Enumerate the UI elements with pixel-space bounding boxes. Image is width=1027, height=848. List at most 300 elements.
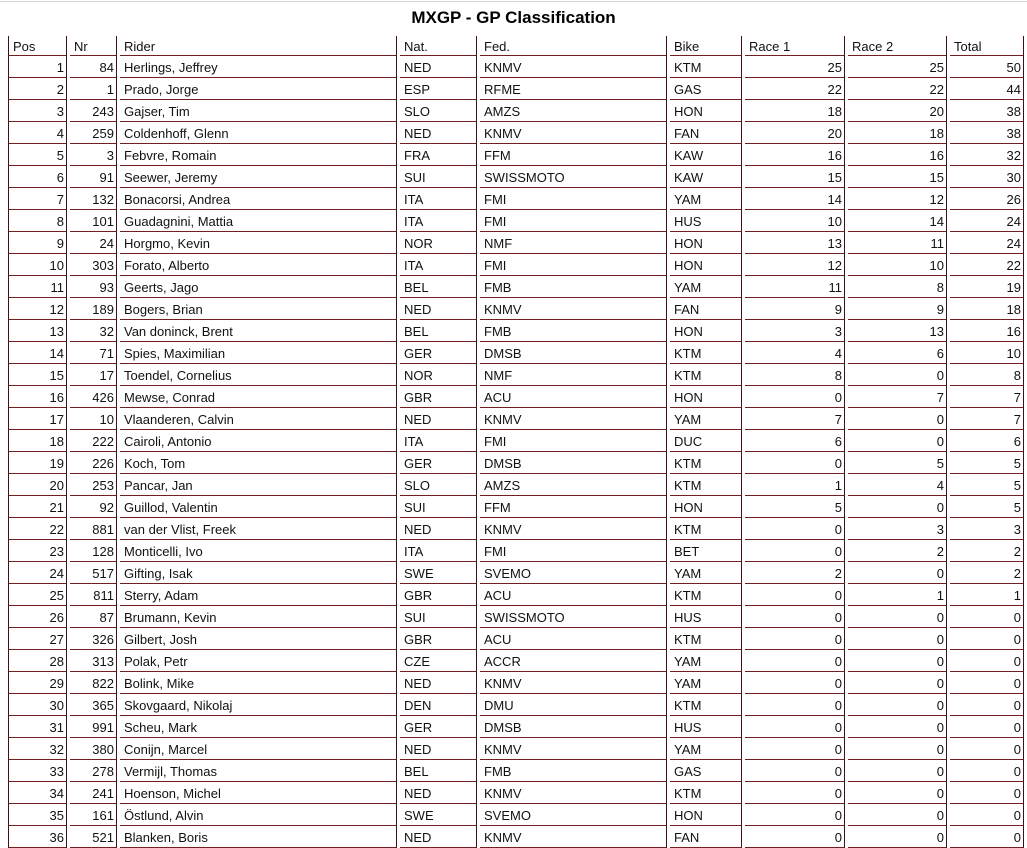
cell-pos: 6 (8, 166, 67, 188)
cell-pos: 32 (8, 738, 67, 760)
cell-nr: 10 (70, 408, 117, 430)
table-row (8, 628, 1027, 650)
header-cell-bike: Bike (670, 36, 742, 56)
cell-rider: Brumann, Kevin (120, 606, 397, 628)
table-row (8, 694, 1027, 716)
cell-total: 24 (950, 210, 1024, 232)
cell-nr: 91 (70, 166, 117, 188)
cell-rider: Gajser, Tim (120, 100, 397, 122)
cell-race2: 0 (848, 760, 947, 782)
cell-nr: 84 (70, 56, 117, 78)
cell-race1: 14 (745, 188, 845, 210)
cell-fed: RFME (480, 78, 667, 100)
cell-race2: 16 (848, 144, 947, 166)
cell-race2: 11 (848, 232, 947, 254)
cell-nat: NED (400, 518, 477, 540)
cell-pos: 10 (8, 254, 67, 276)
cell-race1: 22 (745, 78, 845, 100)
cell-rider: Febvre, Romain (120, 144, 397, 166)
cell-pos: 36 (8, 826, 67, 848)
table-row (8, 782, 1027, 804)
cell-bike: KTM (670, 584, 742, 606)
cell-pos: 21 (8, 496, 67, 518)
cell-race1: 0 (745, 760, 845, 782)
table-row (8, 738, 1027, 760)
cell-pos: 4 (8, 122, 67, 144)
cell-pos: 14 (8, 342, 67, 364)
cell-nr: 128 (70, 540, 117, 562)
cell-nat: GBR (400, 628, 477, 650)
cell-race1: 12 (745, 254, 845, 276)
cell-fed: FMI (480, 540, 667, 562)
cell-nr: 365 (70, 694, 117, 716)
cell-nr: 3 (70, 144, 117, 166)
header-cell-rider: Rider (120, 36, 397, 56)
cell-fed: AMZS (480, 474, 667, 496)
cell-nat: SUI (400, 166, 477, 188)
cell-rider: Koch, Tom (120, 452, 397, 474)
cell-fed: KNMV (480, 408, 667, 430)
cell-nr: 93 (70, 276, 117, 298)
table-row (8, 364, 1027, 386)
table-row (8, 276, 1027, 298)
cell-fed: KNMV (480, 782, 667, 804)
cell-nat: SUI (400, 606, 477, 628)
cell-race1: 2 (745, 562, 845, 584)
cell-total: 2 (950, 562, 1024, 584)
cell-race1: 3 (745, 320, 845, 342)
cell-pos: 13 (8, 320, 67, 342)
cell-rider: Vermijl, Thomas (120, 760, 397, 782)
cell-bike: FAN (670, 298, 742, 320)
cell-pos: 17 (8, 408, 67, 430)
cell-race1: 8 (745, 364, 845, 386)
table-row (8, 518, 1027, 540)
cell-nat: NOR (400, 364, 477, 386)
cell-pos: 34 (8, 782, 67, 804)
cell-total: 8 (950, 364, 1024, 386)
cell-race1: 13 (745, 232, 845, 254)
cell-pos: 15 (8, 364, 67, 386)
cell-rider: Bolink, Mike (120, 672, 397, 694)
cell-race2: 5 (848, 452, 947, 474)
cell-nat: ITA (400, 210, 477, 232)
cell-race2: 0 (848, 826, 947, 848)
cell-race2: 0 (848, 430, 947, 452)
cell-total: 44 (950, 78, 1024, 100)
cell-fed: SWISSMOTO (480, 606, 667, 628)
cell-race2: 22 (848, 78, 947, 100)
table-row (8, 540, 1027, 562)
page-title: MXGP - GP Classification (411, 8, 616, 27)
cell-total: 5 (950, 496, 1024, 518)
cell-rider: Bogers, Brian (120, 298, 397, 320)
cell-nr: 521 (70, 826, 117, 848)
cell-pos: 22 (8, 518, 67, 540)
cell-race1: 16 (745, 144, 845, 166)
cell-total: 38 (950, 122, 1024, 144)
cell-nr: 811 (70, 584, 117, 606)
cell-race1: 10 (745, 210, 845, 232)
cell-total: 19 (950, 276, 1024, 298)
cell-total: 38 (950, 100, 1024, 122)
cell-race1: 0 (745, 826, 845, 848)
table-row (8, 650, 1027, 672)
cell-pos: 1 (8, 56, 67, 78)
cell-race2: 10 (848, 254, 947, 276)
cell-total: 0 (950, 628, 1024, 650)
cell-rider: Coldenhoff, Glenn (120, 122, 397, 144)
header-cell-race1: Race 1 (745, 36, 845, 56)
header-cell-nr: Nr (70, 36, 117, 56)
cell-bike: HON (670, 804, 742, 826)
cell-rider: Polak, Petr (120, 650, 397, 672)
cell-pos: 20 (8, 474, 67, 496)
cell-nr: 243 (70, 100, 117, 122)
cell-race1: 0 (745, 584, 845, 606)
cell-bike: KAW (670, 144, 742, 166)
cell-pos: 12 (8, 298, 67, 320)
cell-nr: 822 (70, 672, 117, 694)
cell-fed: KNMV (480, 298, 667, 320)
table-row (8, 298, 1027, 320)
cell-nr: 326 (70, 628, 117, 650)
cell-race2: 0 (848, 782, 947, 804)
cell-race2: 0 (848, 650, 947, 672)
cell-pos: 30 (8, 694, 67, 716)
cell-fed: KNMV (480, 672, 667, 694)
table-row (8, 716, 1027, 738)
table-row (8, 188, 1027, 210)
cell-pos: 11 (8, 276, 67, 298)
cell-bike: KTM (670, 364, 742, 386)
table-row (8, 606, 1027, 628)
table-row (8, 562, 1027, 584)
cell-race1: 15 (745, 166, 845, 188)
cell-rider: Sterry, Adam (120, 584, 397, 606)
cell-nr: 278 (70, 760, 117, 782)
cell-fed: FMB (480, 276, 667, 298)
cell-race2: 13 (848, 320, 947, 342)
table-row (8, 254, 1027, 276)
cell-total: 10 (950, 342, 1024, 364)
cell-race1: 6 (745, 430, 845, 452)
cell-race2: 0 (848, 628, 947, 650)
cell-total: 7 (950, 386, 1024, 408)
cell-total: 50 (950, 56, 1024, 78)
cell-race2: 4 (848, 474, 947, 496)
cell-rider: Guillod, Valentin (120, 496, 397, 518)
cell-pos: 2 (8, 78, 67, 100)
cell-race1: 0 (745, 518, 845, 540)
cell-rider: Horgmo, Kevin (120, 232, 397, 254)
cell-bike: HUS (670, 716, 742, 738)
cell-nr: 517 (70, 562, 117, 584)
table-row (8, 672, 1027, 694)
cell-race2: 0 (848, 716, 947, 738)
cell-nr: 24 (70, 232, 117, 254)
cell-race1: 20 (745, 122, 845, 144)
cell-bike: HON (670, 232, 742, 254)
classification-table (8, 36, 1027, 848)
cell-nat: NED (400, 408, 477, 430)
cell-rider: Toendel, Cornelius (120, 364, 397, 386)
cell-pos: 8 (8, 210, 67, 232)
cell-bike: HUS (670, 606, 742, 628)
cell-nat: FRA (400, 144, 477, 166)
cell-fed: ACCR (480, 650, 667, 672)
cell-pos: 9 (8, 232, 67, 254)
cell-bike: BET (670, 540, 742, 562)
table-row (8, 474, 1027, 496)
cell-nr: 101 (70, 210, 117, 232)
cell-total: 24 (950, 232, 1024, 254)
cell-nr: 1 (70, 78, 117, 100)
cell-race1: 0 (745, 452, 845, 474)
cell-bike: HON (670, 254, 742, 276)
cell-race1: 11 (745, 276, 845, 298)
cell-fed: FMB (480, 760, 667, 782)
cell-race1: 18 (745, 100, 845, 122)
cell-race2: 0 (848, 738, 947, 760)
cell-nr: 189 (70, 298, 117, 320)
table-row (8, 430, 1027, 452)
top-divider (0, 1, 1027, 2)
cell-bike: KTM (670, 474, 742, 496)
cell-rider: Forato, Alberto (120, 254, 397, 276)
cell-nat: NOR (400, 232, 477, 254)
cell-total: 30 (950, 166, 1024, 188)
cell-race1: 0 (745, 738, 845, 760)
table-row (8, 386, 1027, 408)
cell-bike: KTM (670, 628, 742, 650)
cell-fed: NMF (480, 232, 667, 254)
cell-total: 0 (950, 738, 1024, 760)
cell-rider: Geerts, Jago (120, 276, 397, 298)
cell-fed: FFM (480, 496, 667, 518)
cell-nat: SWE (400, 562, 477, 584)
cell-race1: 0 (745, 628, 845, 650)
cell-rider: Östlund, Alvin (120, 804, 397, 826)
cell-pos: 26 (8, 606, 67, 628)
cell-fed: SWISSMOTO (480, 166, 667, 188)
cell-total: 0 (950, 760, 1024, 782)
cell-race2: 14 (848, 210, 947, 232)
cell-nat: ITA (400, 430, 477, 452)
cell-bike: GAS (670, 78, 742, 100)
cell-bike: HON (670, 100, 742, 122)
cell-fed: FFM (480, 144, 667, 166)
cell-nr: 253 (70, 474, 117, 496)
cell-rider: Conijn, Marcel (120, 738, 397, 760)
table-row (8, 584, 1027, 606)
cell-pos: 31 (8, 716, 67, 738)
cell-bike: KTM (670, 56, 742, 78)
table-row (8, 452, 1027, 474)
cell-nat: BEL (400, 760, 477, 782)
cell-total: 0 (950, 672, 1024, 694)
cell-pos: 35 (8, 804, 67, 826)
cell-bike: KTM (670, 782, 742, 804)
cell-total: 18 (950, 298, 1024, 320)
header-cell-race2: Race 2 (848, 36, 947, 56)
cell-rider: Cairoli, Antonio (120, 430, 397, 452)
cell-bike: KTM (670, 518, 742, 540)
cell-bike: KTM (670, 452, 742, 474)
header-cell-fed: Fed. (480, 36, 667, 56)
cell-nr: 132 (70, 188, 117, 210)
cell-rider: Prado, Jorge (120, 78, 397, 100)
cell-total: 16 (950, 320, 1024, 342)
cell-nat: GER (400, 452, 477, 474)
cell-nr: 991 (70, 716, 117, 738)
cell-total: 5 (950, 474, 1024, 496)
cell-total: 3 (950, 518, 1024, 540)
cell-rider: Scheu, Mark (120, 716, 397, 738)
header-cell-total: Total (950, 36, 1024, 56)
cell-nr: 259 (70, 122, 117, 144)
cell-pos: 25 (8, 584, 67, 606)
cell-total: 5 (950, 452, 1024, 474)
cell-bike: YAM (670, 188, 742, 210)
cell-total: 6 (950, 430, 1024, 452)
cell-race2: 0 (848, 562, 947, 584)
cell-nat: SWE (400, 804, 477, 826)
cell-bike: YAM (670, 672, 742, 694)
cell-nr: 17 (70, 364, 117, 386)
cell-pos: 16 (8, 386, 67, 408)
cell-rider: Blanken, Boris (120, 826, 397, 848)
cell-bike: FAN (670, 122, 742, 144)
cell-total: 0 (950, 782, 1024, 804)
cell-pos: 3 (8, 100, 67, 122)
cell-bike: GAS (670, 760, 742, 782)
cell-rider: Mewse, Conrad (120, 386, 397, 408)
cell-race2: 1 (848, 584, 947, 606)
cell-nat: CZE (400, 650, 477, 672)
cell-nr: 881 (70, 518, 117, 540)
cell-fed: KNMV (480, 738, 667, 760)
cell-race1: 4 (745, 342, 845, 364)
cell-pos: 28 (8, 650, 67, 672)
cell-fed: FMI (480, 210, 667, 232)
cell-nr: 222 (70, 430, 117, 452)
cell-rider: Herlings, Jeffrey (120, 56, 397, 78)
cell-race1: 0 (745, 672, 845, 694)
cell-total: 22 (950, 254, 1024, 276)
cell-fed: DMU (480, 694, 667, 716)
cell-race1: 0 (745, 716, 845, 738)
cell-nat: NED (400, 56, 477, 78)
cell-rider: Bonacorsi, Andrea (120, 188, 397, 210)
cell-race1: 25 (745, 56, 845, 78)
cell-nr: 313 (70, 650, 117, 672)
cell-race2: 0 (848, 496, 947, 518)
cell-bike: KAW (670, 166, 742, 188)
cell-rider: Pancar, Jan (120, 474, 397, 496)
table-row (8, 496, 1027, 518)
cell-nat: GBR (400, 386, 477, 408)
cell-fed: FMI (480, 430, 667, 452)
cell-pos: 7 (8, 188, 67, 210)
cell-race2: 25 (848, 56, 947, 78)
cell-race1: 0 (745, 386, 845, 408)
cell-race2: 3 (848, 518, 947, 540)
cell-nat: NED (400, 782, 477, 804)
cell-total: 0 (950, 606, 1024, 628)
header-cell-nat: Nat. (400, 36, 477, 56)
cell-race1: 0 (745, 606, 845, 628)
cell-race1: 5 (745, 496, 845, 518)
cell-total: 2 (950, 540, 1024, 562)
cell-bike: YAM (670, 408, 742, 430)
cell-fed: SVEMO (480, 804, 667, 826)
cell-bike: HON (670, 320, 742, 342)
cell-nr: 92 (70, 496, 117, 518)
cell-nr: 87 (70, 606, 117, 628)
cell-bike: FAN (670, 826, 742, 848)
cell-nat: DEN (400, 694, 477, 716)
cell-nat: ITA (400, 188, 477, 210)
table-row (8, 166, 1027, 188)
cell-total: 0 (950, 826, 1024, 848)
cell-nat: NED (400, 738, 477, 760)
cell-race2: 0 (848, 804, 947, 826)
table-row (8, 826, 1027, 848)
cell-pos: 23 (8, 540, 67, 562)
cell-race2: 0 (848, 672, 947, 694)
table-row (8, 342, 1027, 364)
cell-race1: 9 (745, 298, 845, 320)
cell-nat: NED (400, 298, 477, 320)
cell-nat: NED (400, 826, 477, 848)
cell-pos: 18 (8, 430, 67, 452)
cell-race1: 0 (745, 650, 845, 672)
cell-race2: 2 (848, 540, 947, 562)
table-row (8, 122, 1027, 144)
cell-pos: 19 (8, 452, 67, 474)
cell-fed: KNMV (480, 122, 667, 144)
cell-fed: ACU (480, 584, 667, 606)
cell-pos: 33 (8, 760, 67, 782)
cell-nr: 241 (70, 782, 117, 804)
table-row (8, 210, 1027, 232)
cell-race1: 1 (745, 474, 845, 496)
cell-total: 0 (950, 716, 1024, 738)
cell-fed: FMB (480, 320, 667, 342)
cell-bike: YAM (670, 738, 742, 760)
cell-nat: ITA (400, 540, 477, 562)
cell-nr: 71 (70, 342, 117, 364)
cell-nat: NED (400, 672, 477, 694)
table-row (8, 78, 1027, 100)
cell-race1: 0 (745, 804, 845, 826)
cell-total: 0 (950, 650, 1024, 672)
cell-rider: Gifting, Isak (120, 562, 397, 584)
cell-rider: Skovgaard, Nikolaj (120, 694, 397, 716)
cell-fed: DMSB (480, 716, 667, 738)
cell-rider: Guadagnini, Mattia (120, 210, 397, 232)
cell-fed: DMSB (480, 452, 667, 474)
cell-race2: 0 (848, 364, 947, 386)
cell-bike: KTM (670, 342, 742, 364)
cell-nat: ESP (400, 78, 477, 100)
cell-fed: ACU (480, 628, 667, 650)
cell-nat: SUI (400, 496, 477, 518)
cell-nr: 32 (70, 320, 117, 342)
cell-fed: FMI (480, 254, 667, 276)
cell-nat: ITA (400, 254, 477, 276)
